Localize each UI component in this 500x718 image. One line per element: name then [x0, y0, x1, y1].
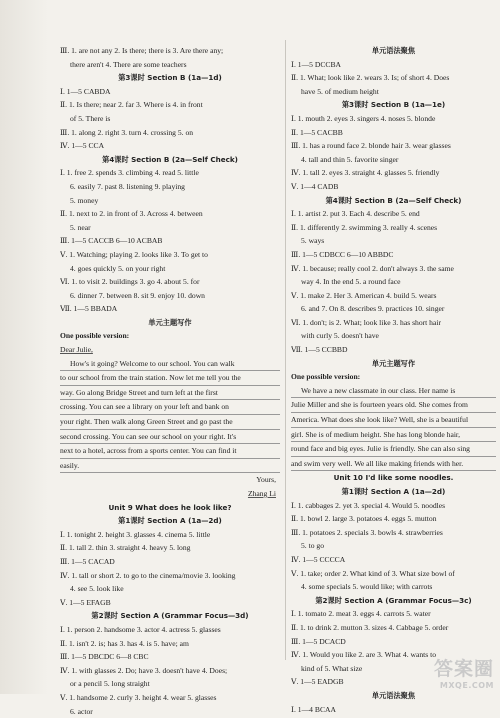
answer-line: Ⅳ. 1. tall 2. eyes 3. straight 4. glasses 5. friendly: [291, 166, 496, 180]
answer-line: Ⅴ. 1—5 EADGB: [291, 675, 496, 689]
answer-line: 5. money: [60, 194, 280, 208]
answer-line: Ⅰ. 1. cabbages 2. yet 3. special 4. Would 5. noodles: [291, 499, 496, 513]
answer-line: Ⅰ. 1. tonight 2. height 3. glasses 4. cinema 5. little: [60, 528, 280, 542]
answer-line: Ⅴ. 1. Watching; playing 2. looks like 3. To get to: [60, 248, 280, 262]
answer-line: We have a new classmate in our class. Her name is: [291, 384, 496, 399]
answer-line: Ⅳ. 1. with glasses 2. Do; have 3. doesn't have 4. Does;: [60, 664, 280, 678]
watermark-main: 答案圈: [434, 654, 494, 681]
answer-line: Ⅴ. 1. make 2. Her 3. American 4. build 5. wears: [291, 289, 496, 303]
answer-line: Ⅳ. 1—5 CCCCA: [291, 553, 496, 567]
answer-line: America. What does she look like? Well, she is a beautiful: [291, 413, 496, 428]
answer-line: Ⅲ. 1. along 2. right 3. turn 4. crossing 5. on: [60, 126, 280, 140]
answer-line: Ⅳ. 1. Would you like 2. are 3. What 4. wants to: [291, 648, 496, 662]
section-heading: 第3课时 Section B (1a—1d): [60, 71, 280, 85]
answer-line: 4. some specials 5. would like; with carrots: [291, 580, 496, 594]
section-heading: 单元主题写作: [291, 357, 496, 371]
answer-line: Ⅲ. 1. has a round face 2. blonde hair 3. wear glasses: [291, 139, 496, 153]
answer-line: Ⅱ. 1—5 CACBB: [291, 126, 496, 140]
answer-line: Ⅰ. 1—5 DCCBA: [291, 58, 496, 72]
answer-line: 4. goes quickly 5. on your right: [60, 262, 280, 276]
section-heading: 第1课时 Section A (1a—2d): [60, 514, 280, 528]
answer-line: there aren't 4. There are some teachers: [60, 58, 280, 72]
section-heading: 第2课时 Section A (Grammar Focus—3c): [291, 594, 496, 608]
left-column: [60, 44, 280, 718]
column-divider: [285, 40, 286, 660]
answer-line: Ⅳ. 1—5 CCA: [60, 139, 280, 153]
answer-line: Ⅱ. 1. Is there; near 2. far 3. Where is 4. in front: [60, 98, 280, 112]
answer-line: 5. to go: [291, 539, 496, 553]
answer-line: Ⅰ. 1—4 BCAA: [291, 703, 496, 717]
answer-line: next to a hotel, across from a sports center. You can find it: [60, 444, 280, 459]
answer-line: your right. Then walk along Green Street and go past the: [60, 415, 280, 430]
answer-line: Ⅲ. 1—5 DBCDC 6—8 CBC: [60, 650, 280, 664]
answer-line: Ⅳ. 1. because; really cool 2. don't always 3. the same: [291, 262, 496, 276]
page-fold-shadow: [0, 0, 48, 694]
answer-line: Ⅲ. 1—5 CACAD: [60, 555, 280, 569]
section-heading: 第2课时 Section A (Grammar Focus—3d): [60, 609, 280, 623]
answer-line: 6. actor: [60, 705, 280, 718]
section-heading: Unit 9 What does he look like?: [60, 501, 280, 515]
answer-line: way. Go along Bridge Street and turn left at the first: [60, 386, 280, 401]
answer-line: kind of 5. What size: [291, 662, 496, 676]
answer-line: with curly 5. doesn't have: [291, 329, 496, 343]
answer-line: Ⅰ. 1. person 2. handsome 3. actor 4. actress 5. glasses: [60, 623, 280, 637]
watermark-sub: MXQE.COM: [434, 681, 494, 690]
answer-line: 6. easily 7. past 8. listening 9. playing: [60, 180, 280, 194]
answer-line: Ⅲ. 1—5 CACCB 6—10 ACBAB: [60, 234, 280, 248]
answer-line: 6. and 7. On 8. describes 9. practices 10. singer: [291, 302, 496, 316]
answer-line: or a pencil 5. long straight: [60, 677, 280, 691]
answer-line: 5. ways: [291, 234, 496, 248]
answer-line: Ⅱ. 1. tall 2. thin 3. straight 4. heavy 5. long: [60, 541, 280, 555]
answer-line: Ⅲ. 1—5 DCACD: [291, 635, 496, 649]
answer-line: Ⅰ. 1. artist 2. put 3. Each 4. describe 5. end: [291, 207, 496, 221]
answer-line: One possible version:: [291, 370, 496, 384]
answer-line: crossing. You can see a library on your left and bank on: [60, 400, 280, 415]
answer-line: and swim very well. We all like making friends with her.: [291, 457, 496, 472]
answer-line: How's it going? Welcome to our school. You can walk: [60, 357, 280, 372]
answer-line: Dear Julie,: [60, 343, 280, 357]
answer-line: Ⅲ. 1. potatoes 2. specials 3. bowls 4. strawberries: [291, 526, 496, 540]
answer-line: Ⅱ. 1. next to 2. in front of 3. Across 4. between: [60, 207, 280, 221]
answer-line: Ⅴ. 1—4 CADB: [291, 180, 496, 194]
right-column: [291, 44, 496, 716]
answer-line: Ⅵ. 1. to visit 2. buildings 3. go 4. about 5. for: [60, 275, 280, 289]
answer-line: girl. She is of medium height. She has long blonde hair,: [291, 428, 496, 443]
watermark: [434, 654, 494, 690]
section-heading: 单元语法聚焦: [291, 44, 496, 58]
answer-line: Ⅴ. 1—5 EFAGB: [60, 596, 280, 610]
answer-line: 6. dinner 7. between 8. sit 9. enjoy 10. down: [60, 289, 280, 303]
answer-line: Ⅱ. 1. isn't 2. is; has 3. has 4. is 5. have; am: [60, 637, 280, 651]
answer-line: Ⅶ. 1—5 CCBBD: [291, 343, 496, 357]
section-heading: 单元语法聚焦: [291, 689, 496, 703]
answer-line: have 5. of medium height: [291, 85, 496, 99]
answer-line: Julie Miller and she is fourteen years old. She comes from: [291, 398, 496, 413]
answer-line: Ⅱ. 1. What; look like 2. wears 3. Is; of short 4. Does: [291, 71, 496, 85]
answer-line: of 5. There is: [60, 112, 280, 126]
answer-line: Ⅵ. 1. don't; is 2. What; look like 3. has short hair: [291, 316, 496, 330]
answer-line: Ⅲ. 1—5 CDBCC 6—10 ABBDC: [291, 248, 496, 262]
answer-line: way 4. In the end 5. a round face: [291, 275, 496, 289]
answer-line: Ⅱ. 1. differently 2. swimming 3. really 4. scenes: [291, 221, 496, 235]
answer-line: One possible version:: [60, 329, 280, 343]
answer-line: Ⅶ. 1—5 BBADA: [60, 302, 280, 316]
answer-line: second crossing. You can see our school on your right. It's: [60, 430, 280, 445]
answer-line: Zhang Li: [60, 487, 280, 501]
section-heading: Unit 10 I'd like some noodles.: [291, 471, 496, 485]
answer-line: round face and big eyes. Julie is friendly. She can also sing: [291, 442, 496, 457]
answer-line: Yours,: [60, 473, 280, 487]
answer-line: to our school from the train station. Now let me tell you the: [60, 371, 280, 386]
answer-line: Ⅰ. 1—5 CABDA: [60, 85, 280, 99]
answer-line: Ⅰ. 1. mouth 2. eyes 3. singers 4. noses 5. blonde: [291, 112, 496, 126]
answer-line: Ⅴ. 1. take; order 2. What kind of 3. What size bowl of: [291, 567, 496, 581]
answer-line: Ⅳ. 1. tall or short 2. to go to the cinema/movie 3. looking: [60, 569, 280, 583]
answer-line: Ⅰ. 1. free 2. spends 3. climbing 4. read 5. little: [60, 166, 280, 180]
answer-line: Ⅲ. 1. are not any 2. Is there; there is 3. Are there any;: [60, 44, 280, 58]
answer-line: Ⅱ. 1. bowl 2. large 3. potatoes 4. eggs 5. mutton: [291, 512, 496, 526]
answer-line: 4. tall and thin 5. favorite singer: [291, 153, 496, 167]
section-heading: 第1课时 Section A (1a—2d): [291, 485, 496, 499]
answer-line: Ⅰ. 1. tomato 2. meat 3. eggs 4. carrots 5. water: [291, 607, 496, 621]
answer-line: Ⅱ. 1. to drink 2. mutton 3. sizes 4. Cabbage 5. order: [291, 621, 496, 635]
answer-line: 5. near: [60, 221, 280, 235]
answer-line: 4. see 5. look like: [60, 582, 280, 596]
section-heading: 第4课时 Section B (2a—Self Check): [291, 194, 496, 208]
section-heading: 第4课时 Section B (2a—Self Check): [60, 153, 280, 167]
section-heading: 单元主题写作: [60, 316, 280, 330]
answer-line: easily.: [60, 459, 280, 474]
answer-line: Ⅴ. 1. handsome 2. curly 3. height 4. wear 5. glasses: [60, 691, 280, 705]
section-heading: 第3课时 Section B (1a—1e): [291, 98, 496, 112]
